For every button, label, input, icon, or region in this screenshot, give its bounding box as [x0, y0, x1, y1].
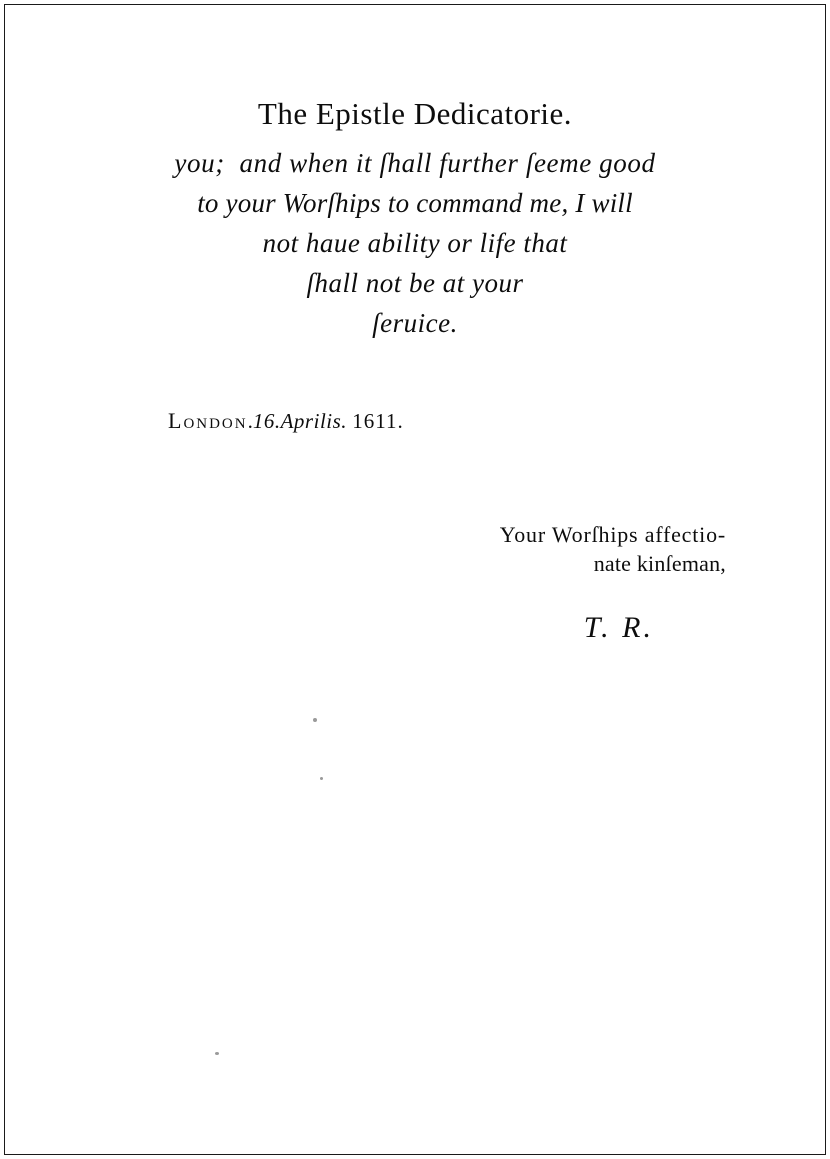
body-line: not haue ability or life that: [262, 227, 568, 258]
paper-speck: [320, 777, 323, 780]
body-text-block: [0, 144, 830, 344]
subscription-line-1: Your Worſhips affectio-: [499, 521, 726, 547]
subscription-block: [0, 520, 830, 579]
body-line: ſhall not be at your: [306, 267, 524, 298]
imprint-place: London: [168, 407, 248, 433]
body-line: you; and when it ſhall further ſeeme good: [174, 148, 656, 178]
paper-speck: [215, 1052, 219, 1055]
body-line: to your Worſhips to command me, I will: [197, 187, 633, 218]
paper-speck: [313, 718, 317, 722]
imprint-date: 16.Aprilis.: [252, 408, 348, 433]
body-line: ſeruice.: [372, 307, 458, 338]
imprint-line: [0, 408, 830, 434]
subscription-line-2: nate kinſeman,: [593, 551, 726, 577]
imprint-separator: .: [247, 408, 253, 433]
page-running-head: The Epistle Dedicatorie.: [257, 96, 573, 131]
signature-initials: T. R.: [583, 611, 654, 645]
imprint-year: 1611.: [352, 408, 404, 433]
